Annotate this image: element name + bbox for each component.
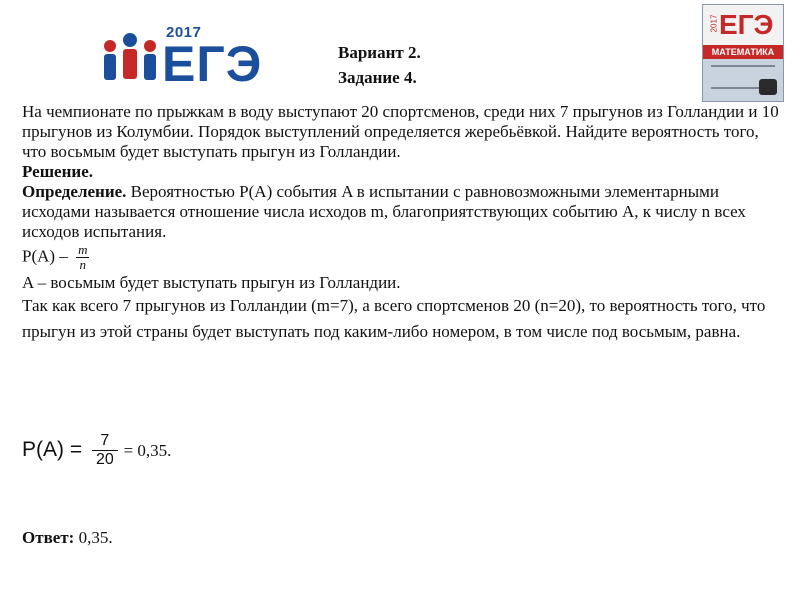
result-line xyxy=(22,432,171,469)
formula-lhs: P(A) – xyxy=(22,246,68,266)
solution-label: Решение. xyxy=(22,162,93,181)
formula-numerator: m xyxy=(78,242,88,257)
formula-fraction xyxy=(76,243,89,272)
logo-year: 2017 xyxy=(166,24,202,41)
definition xyxy=(22,182,782,242)
variant-title: Вариант 2. xyxy=(338,43,421,62)
book-year: 2017 xyxy=(709,14,719,33)
answer-label: Ответ: xyxy=(22,528,75,547)
book-badge xyxy=(759,79,777,95)
book-ege: ЕГЭ xyxy=(719,9,774,40)
formula-line xyxy=(22,243,782,272)
result-lhs: P(A) = xyxy=(22,438,83,462)
task-header xyxy=(338,40,421,90)
result-denominator: 20 xyxy=(95,451,114,468)
formula-denominator: n xyxy=(79,257,86,272)
solution-content xyxy=(22,102,782,345)
answer-line xyxy=(22,528,113,548)
book-subject: МАТЕМАТИКА xyxy=(703,45,783,59)
problem-text: На чемпионате по прыжкам в воду выступают 20 спортсменов, среди них 7 прыгунов из Голландии и 10 прыгунов из Колумбии. Порядок выступлений определяется жеребьёвкой. Найдите вероятность того, что восьмым будет выступать прыгун из Голландии. xyxy=(22,102,779,161)
ege-logo xyxy=(100,22,270,92)
definition-label: Определение. xyxy=(22,182,127,201)
event-text: A – восьмым будет выступать прыгун из Голландии. xyxy=(22,273,401,292)
book-cover xyxy=(702,4,784,102)
answer-value: 0,35. xyxy=(74,528,113,547)
logo-text: ЕГЭ xyxy=(162,36,263,92)
result-fraction xyxy=(92,432,118,469)
result-numerator: 7 xyxy=(92,432,118,451)
task-title: Задание 4. xyxy=(338,68,417,87)
people-icon xyxy=(100,32,162,92)
result-rhs: = 0,35. xyxy=(123,441,172,461)
explanation-text: Так как всего 7 прыгунов из Голландии (m=7), а всего спортсменов 20 (n=20), то вероятность того, что прыгун из этой страны будет выступать под каким-либо номером, в том числе под восьмым, равна. xyxy=(22,296,766,341)
definition-text: Вероятностью P(A) события A в испытании с равновозможными элементарными исходами называется отношение числа исходов m, благоприятствующих событию A, к числу n всех исходов испытания. xyxy=(22,182,746,241)
